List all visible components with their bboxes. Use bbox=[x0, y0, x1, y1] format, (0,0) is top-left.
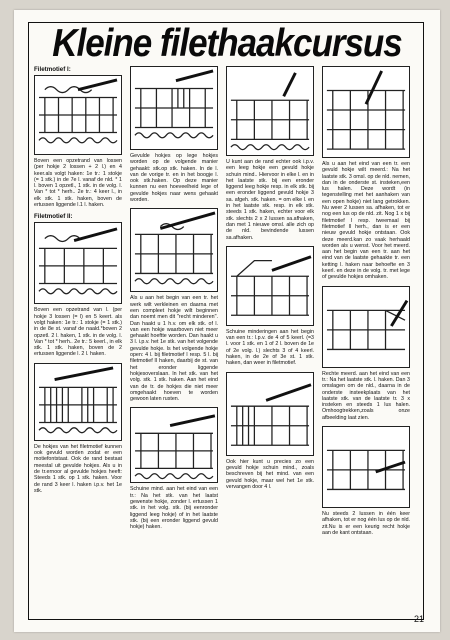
paragraph-straight-increase: Rechte meerd. aan het eind van een tr.: Na het laatste stk. l. haken. Dan 3 omslagen om de nld., daarna in de onderste insteekplaats van het laatste stk. van de laatste tr. 3 x insteken en steeds 1 lus halen. Omhoogtrekken,zoals onze afbeelding laat zien. bbox=[322, 370, 410, 421]
paragraph-slanted-filled-decrease: U kunt aan de rand echter ook i.p.v. een leeg hokje een gevuld hokje schuin mind.. Hiervoor in elke l. en in het laatste stk. bij een eronder liggend leeg hokje resp. in elk stk. bij een eronder liggend gevuld hokje 3 sa. afgeh. stk. haken. = om elke l. en in het laatste stk. resp. in elk stk. steeds 1 stk. haken, echter voor elk stk. slechts 2 x 2 lussen sa.afhaken, dan met 1 nieuwe omsl. alle zich op de nld. bevindende lussen sa.afhaken. bbox=[226, 159, 314, 241]
crochet-figure-slanted-filled-begin bbox=[226, 372, 314, 456]
paragraph-straight-decrease: Als u aan het begin van een tr. het werk wilt verkleinen en daarna met een compleet hokje wilt beginnen dan noemt men dit "recht minderen". Dan haakt u 1 h.v. om elk stk. of l. van een hokje waarboven niet meer gehaakt hoeftte worden. Dan haakt u 3 l. i.p.v. het 1e stk. van het volgende gevulde hokje. Is het volgende hokje open: 4 l. bij filetmotief I resp. 5 l. bij filetmotief II haken, daarbij de st. van het eronder liggende hokjesoverslaan. In het stk. van het volg. stk. 1 stk. haken. Aan het eind van de tr. de hokjes die niet meer omgehaakt hoeven te worden gewoon laten rusten. bbox=[130, 295, 218, 403]
crochet-figure-filet-1 bbox=[34, 75, 122, 155]
crochet-figure-increase-end bbox=[322, 66, 410, 158]
magazine-page bbox=[14, 10, 440, 632]
page-title: Kleine filethaakcursus bbox=[52, 22, 402, 65]
column-1 bbox=[34, 66, 122, 499]
section-title-filetmotief-2: Filetmotief II: bbox=[34, 213, 73, 221]
crochet-figure-straight-decrease bbox=[130, 208, 218, 292]
crochet-figure-straight-increase bbox=[322, 286, 410, 368]
paragraph-increase-end: Als u aan het eind van een tr. een gevuld hokje wilt meerd.: Na het laatste stk. 3 omsl. op de nld. nemen, dan in de onderste st. insteken,een lus halen. Deze wordt (in tegenstelling met het aanhaken van een open hokje) niet lang getrokken. Nu weer 2 lussen sa. afhaken, tot er nog een lus op de nld. zit. Nog 1 x bij filetmotief I resp. tweemaal bij filetmotief II herh., dan is er een nieuw gevuld hokje ontstaan. Ook deze meerd.kan zo vaak herhaald worden als u wenst. Voor het meerd. aan het begin van een tr. aan het eind van de laatste gehaakte tr. een ketting l. haken naar behoefte en 3 keerl. en deze in de volg. tr. met lege of gevulde hokjes omhaken. bbox=[322, 161, 410, 281]
paragraph-slanted-decrease-end: Schuine mind. aan het eind van een tr.: Na het stk. van het laatst gewenste hokje, zonder l. ertussen 1 stk. in het volg. stk. (bij eenronder liggend leeg hokje) of in het laatste stk. (bij een eronder liggend gevuld hokje) haken. bbox=[130, 486, 218, 531]
section-title-filetmotief-1: Filetmotief I: bbox=[34, 66, 71, 73]
column-3 bbox=[226, 66, 314, 495]
paragraph-slanted-decrease-begin: Schuine minderingen aan het begin van een tr.: l.p.v. de 4 of 5 keerl. (=3 l. voor 1 stk. en 1 of 2 l. boven de 1e of 2e volg. l.) slechts 3 of 4 keerl. haken, in de 2e of 3e st. 1 stk. haken, dan weer in filetmotief. bbox=[226, 328, 314, 367]
column-2 bbox=[130, 66, 218, 536]
paragraph-straight-increase-finish: Nu steeds 2 lussen in één keer afhaken, tot er nog één lus op de nld. zit.Nu is er een keurig recht hokje aan de kant ontstaan. bbox=[322, 511, 410, 536]
page-number: 21 bbox=[413, 614, 424, 624]
paragraph-filled-blocks: De hokjes van het filetmotief kunnen ook gevuld worden zodat er een motiefontstaat. Ook de rand bestaat meestal uit gevulde hokjes. Als u in de tr.ernoor al gevulde hokjes heeft: Steeds 1 stk. op 1 stk. haken. Voor de rand 3 keer l. haken i.p.v. het 1e stk. bbox=[34, 443, 122, 494]
crochet-figure-filled-blocks bbox=[34, 363, 122, 441]
crochet-figure-slanted-decrease-begin bbox=[226, 246, 314, 326]
crochet-figure-filet-2 bbox=[34, 222, 122, 304]
crochet-figure-filled-on-empty bbox=[130, 66, 218, 150]
crochet-figure-straight-increase-finish bbox=[322, 426, 410, 508]
crochet-figure-slanted-filled-decrease bbox=[226, 66, 314, 156]
paragraph-filetmotief-1: Boven een opzetrand van lossen (per hokje 2 lossen + 2 l.) en 4 keer.als volgt haken: 1e tr.: 1 stokje (= 1 stk.) in de 7e l. vanaf de nld. * 1 l. boven 1 opzetl., 1 stk. in de volg. l. Van * tot * herh.. 2e tr.: 4 keer l., in elk stk. 1 stk. haken, boven de ertussen liggende l.1 l. haken. bbox=[34, 158, 122, 209]
crochet-figure-slanted-decrease-end bbox=[130, 407, 218, 483]
paragraph-slanted-filled-begin: Ook hier kunt u precies zo een gevuld hokje schuin mind., zoals beschreven bij het mind. van een gevuld hokje, maar wel het 1e stk. vervangen door 4 l. bbox=[226, 458, 314, 490]
paragraph-filetmotief-2: Boven een opzetrand van l. (per hokje 3 lossen (= l) en 5 keert. als volgt haken: 1e tr.: 1 stokje (= 1 stk.) in de 8e st. vanaf de naald.*boven 2 opzetl. 2 l. haken, 1 stk. in de volg. l. Van * tot * herh.. 2e tr.: 5 keerl., in elk stk. 1 stk. haken, boven de 2 ertussen liggende l. 2 l. haken. bbox=[34, 307, 122, 358]
paragraph-filled-on-empty: Gevulde hokjes op lege hokjes worden op de volgende manier gehaakt: stk.op stk. haken. In de l. van de vorige tr. en in het boogje l. ook stk.haken. Op deze manier kunnen nu een hoeveelheid lege of gevulde hokjes naar wens gehaakt worden. bbox=[130, 153, 218, 204]
column-4 bbox=[322, 66, 410, 541]
